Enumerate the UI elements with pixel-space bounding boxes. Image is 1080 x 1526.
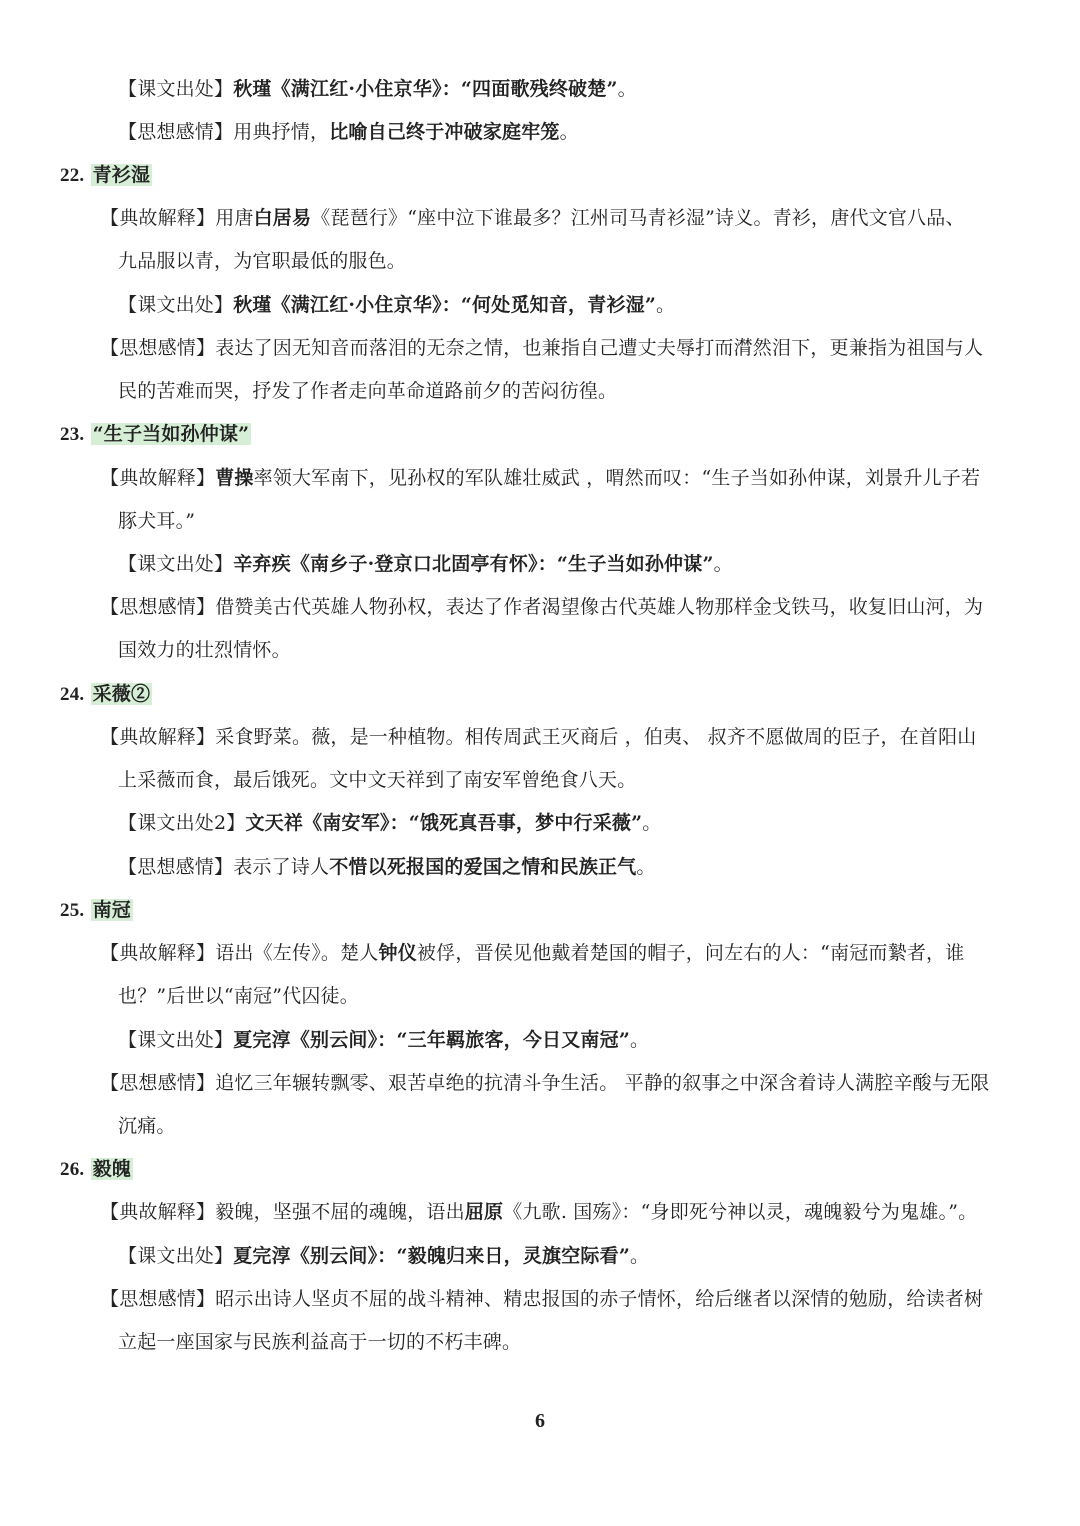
sentiment-line: 【思想感情】表达了因无知音而落泪的无奈之情，也兼指自己遭丈夫辱打而潸然泪下，更兼指为祖国与人 xyxy=(100,337,984,359)
sentiment-line-cont: 民的苦难而哭，抒发了作者走向革命道路前夕的苦闷彷徨。 xyxy=(118,380,618,402)
sentiment-line: 【思想感情】表示了诗人不惜以死报国的爱国之情和民族正气。 xyxy=(118,856,656,878)
sentiment-line: 【思想感情】昭示出诗人坚贞不屈的战斗精神、精忠报国的赤子情怀，给后继者以深情的勉励，给读者树 xyxy=(100,1288,984,1310)
source-line: 【课文出处】夏完淳《别云间》：“毅魄归来日，灵旗空际看”。 xyxy=(118,1245,650,1267)
source-line: 【课文出处】夏完淳《别云间》：“三年羁旅客，今日又南冠”。 xyxy=(118,1029,650,1051)
allusion-line-cont: 也？”后世以“南冠”代囚徒。 xyxy=(118,985,359,1007)
page-number: 6 xyxy=(535,1410,545,1432)
source-line: 【课文出处】辛弃疾《南乡子·登京口北固亭有怀》：“生子当如孙仲谋”。 xyxy=(118,553,733,575)
entry-heading: 26. 毅魄 xyxy=(60,1158,132,1180)
sentiment-line-cont: 沉痛。 xyxy=(118,1115,176,1137)
entry-heading: 25. 南冠 xyxy=(60,899,132,921)
entry-title: 毅魄 xyxy=(92,1158,132,1180)
allusion-line: 【典故解释】曹操率领大军南下，见孙权的军队雄壮威武 ，喟然而叹：“生子当如孙仲谋，刘景升儿子若 xyxy=(100,467,981,489)
sentiment-line: 【思想感情】追忆三年辗转飘零、艰苦卓绝的抗清斗争生活。 平静的叙事之中深含着诗人满腔辛酸与无限 xyxy=(100,1072,990,1094)
entry-title: 采薇② xyxy=(92,683,151,705)
sentiment-line-cont: 国效力的壮烈情怀。 xyxy=(118,639,291,661)
sentiment-line-cont: 立起一座国家与民族利益高于一切的不朽丰碑。 xyxy=(118,1331,522,1353)
sentiment-line: 【思想感情】借赞美古代英雄人物孙权，表达了作者渴望像古代英雄人物那样金戈铁马，收复旧山河，为 xyxy=(100,596,984,618)
allusion-line-cont: 上采薇而食，最后饿死。文中文天祥到了南安军曾绝食八天。 xyxy=(118,769,637,791)
source-line: 【课文出处2】文天祥《南安军》：“饿死真吾事，梦中行采薇”。 xyxy=(118,812,662,834)
entry-title: 青衫湿 xyxy=(92,164,151,186)
allusion-line: 【典故解释】毅魄，坚强不屈的魂魄，语出屈原《九歌. 国殇》：“身即死兮神以灵，魂魄毅兮为鬼雄。”。 xyxy=(100,1201,978,1223)
allusion-line-cont: 九品服以青，为官职最低的服色。 xyxy=(118,250,407,272)
allusion-line: 【典故解释】用唐白居易《琵琶行》“座中泣下谁最多？江州司马青衫湿”诗义。青衫，唐代文官八品、 xyxy=(100,207,965,229)
entry-title: 南冠 xyxy=(92,899,132,921)
sentiment-line: 【思想感情】用典抒情，比喻自己终于冲破家庭牢笼。 xyxy=(118,121,579,143)
allusion-line: 【典故解释】语出《左传》。楚人钟仪被俘，晋侯见他戴着楚国的帽子，问左右的人：“南冠而縶者，谁 xyxy=(100,942,965,964)
source-line: 【课文出处】秋瑾《满江红·小住京华》：“四面歌残终破楚”。 xyxy=(118,78,637,100)
entry-heading: 23. “生子当如孙仲谋” xyxy=(60,423,250,445)
entry-heading: 24. 采薇② xyxy=(60,683,151,705)
entry-title: “生子当如孙仲谋” xyxy=(92,423,250,445)
source-line: 【课文出处】秋瑾《满江红·小住京华》：“何处觅知音，青衫湿”。 xyxy=(118,294,676,316)
allusion-line: 【典故解释】采食野菜。薇，是一种植物。相传周武王灭商后 ，伯夷、 叔齐不愿做周的臣子，在首阳山 xyxy=(100,726,977,748)
allusion-line-cont: 豚犬耳。” xyxy=(118,510,196,532)
entry-heading: 22. 青衫湿 xyxy=(60,164,151,186)
